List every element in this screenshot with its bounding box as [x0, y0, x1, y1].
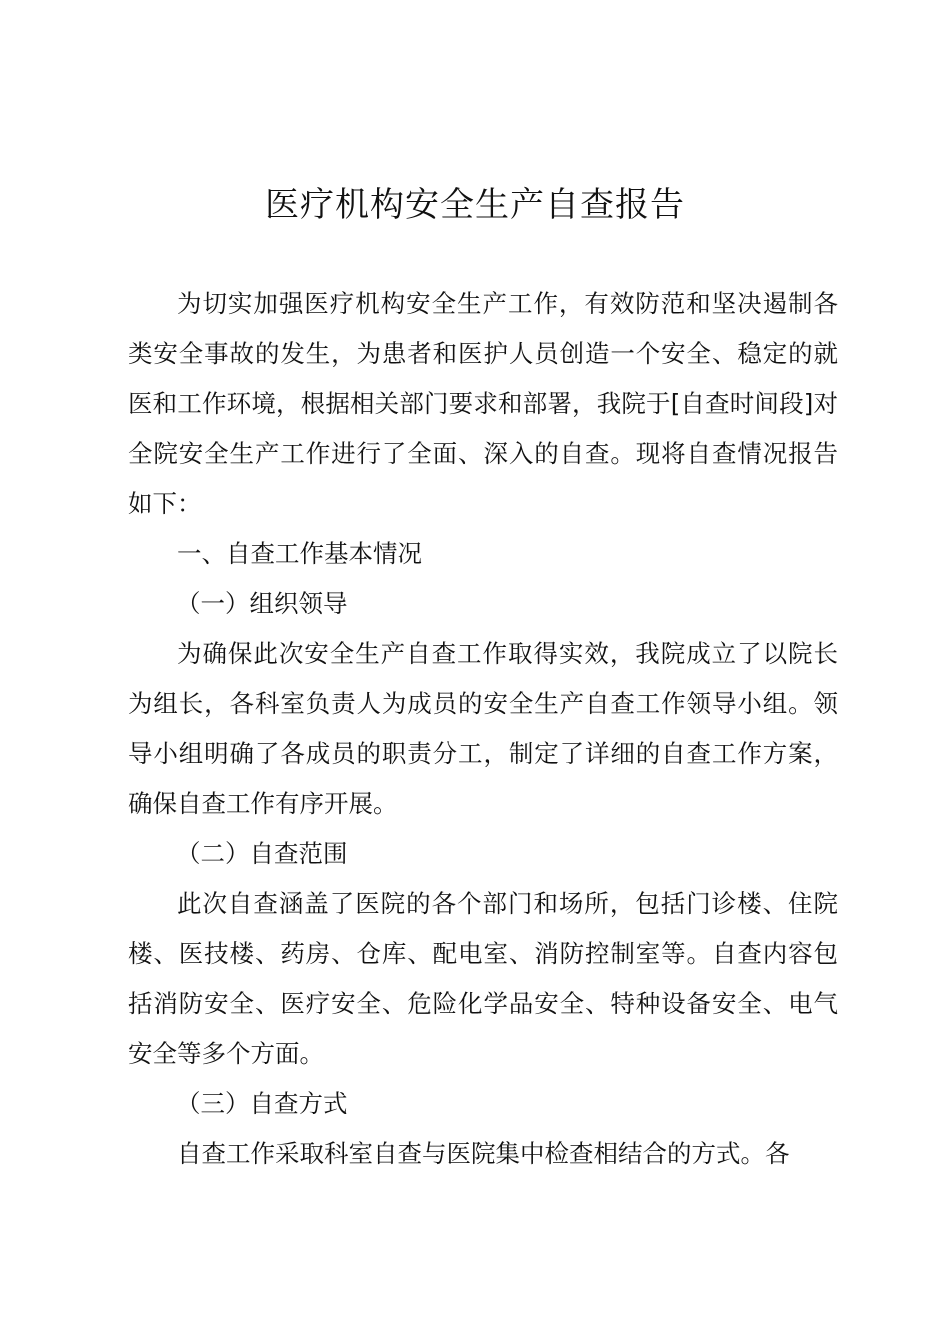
scope-paragraph: 此次自查涵盖了医院的各个部门和场所，包括门诊楼、住院楼、医技楼、药房、仓库、配电室、消防控制室等。自查内容包括消防安全、医疗安全、危险化学品安全、特种设备安全、电气安全等多个方面。 [128, 889, 838, 1068]
document-title: 医疗机构安全生产自查报告 [265, 185, 685, 225]
organization-paragraph: 为确保此次安全生产自查工作取得实效，我院成立了以院长为组长，各科室负责人为成员的安全生产自查工作领导小组。领导小组明确了各成员的职责分工，制定了详细的自查工作方案，确保自查工作有序开展。 [128, 639, 838, 818]
subsection-heading-organization: （一）组织领导 [176, 589, 348, 618]
method-paragraph: 自查工作采取科室自查与医院集中检查相结合的方式。各 [177, 1139, 790, 1168]
subsection-heading-scope: （二）自查范围 [176, 839, 348, 868]
intro-paragraph: 为切实加强医疗机构安全生产工作，有效防范和坚决遏制各类安全事故的发生，为患者和医护人员创造一个安全、稳定的就医和工作环境，根据相关部门要求和部署，我院于[自查时间段]对全院安全生产工作进行了全面、深入的自查。现将自查情况报告如下： [128, 289, 838, 518]
subsection-heading-method: （三）自查方式 [176, 1089, 348, 1118]
document-body [128, 279, 838, 1179]
section-heading-basic-situation: 一、自查工作基本情况 [177, 539, 422, 568]
